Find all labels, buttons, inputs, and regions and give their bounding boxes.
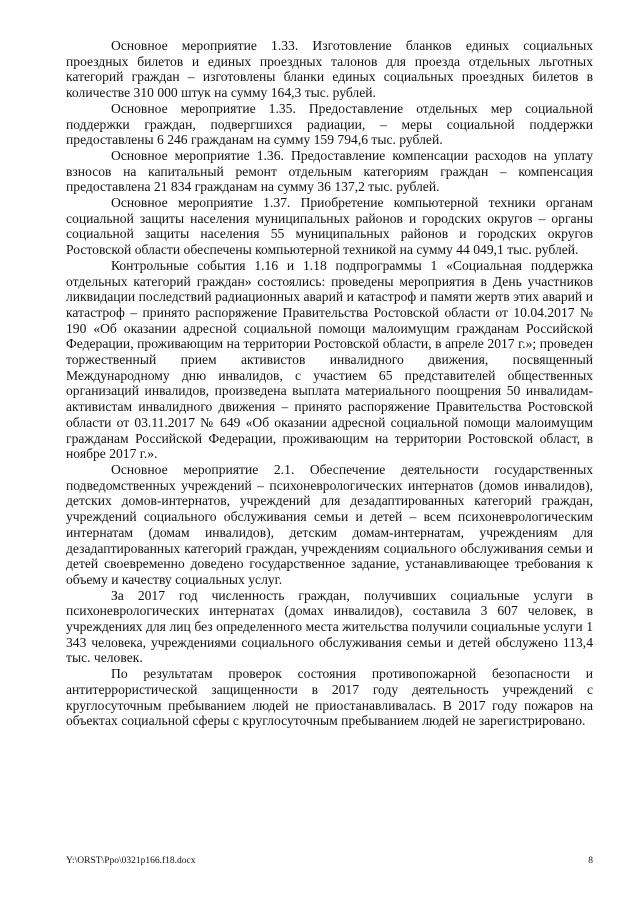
paragraph-measure-1-35: Основное мероприятие 1.35. Предоставление отдельных мер социальной поддержки граждан, подвергшихся радиации, – меры социальной поддержки предоставлены 6 246 гражданам на сумму 159 794,6 тыс. рублей.: [66, 100, 593, 148]
page-number: 8: [588, 856, 593, 866]
paragraph-2017-statistics: За 2017 год численность граждан, получивших социальные услуги в психоневрологических интернатах (домах инвалидов), составила 3 607 человек, в учреждениях для лиц без определенного места жительства получили социальные услуги 1 343 человека, учреждениями социального обслуживания семьи и детей обслужено 113,4 тыс. человек.: [66, 587, 593, 666]
page-footer: [66, 856, 593, 866]
paragraph-measure-1-37: Основное мероприятие 1.37. Приобретение компьютерной техники органам социальной защиты населения муниципальных районов и городских округов – органы социальной защиты населения 55 муниципальных районов и городских округов Ростовской области обеспечены компьютерной техникой на сумму 44 049,1 тыс. рублей.: [66, 195, 593, 258]
footer-file-path: Y:\ORST\Ppo\0321p166.f18.docx: [66, 856, 196, 866]
paragraph-measure-1-33: Основное мероприятие 1.33. Изготовление бланков единых социальных проездных билетов и единых проездных талонов для проезда отдельных льготных категорий граждан – изготовлены бланки единых социальных проездных билетов в количестве 310 000 штук на сумму 164,3 тыс. рублей.: [66, 38, 593, 101]
paragraph-fire-safety: По результатам проверок состояния противопожарной безопасности и антитеррористической защищенности в 2017 году деятельность учреждений с круглосуточным пребыванием людей не приостанавливалась. В 2017 году пожаров на объектах социальной сферы с круглосуточным пребыванием людей не зарегистрировано.: [66, 666, 593, 729]
paragraph-control-events: Контрольные события 1.16 и 1.18 подпрограммы 1 «Социальная поддержка отдельных категорий граждан» состоялись: проведены мероприятия в День участников ликвидации последствий радиационных аварий и катастроф и памяти жертв этих аварий и катастроф – принято распоряжение Правительства Ростовской области от 10.04.2017 № 190 «Об оказании адресной социальной помощи малоимущим гражданам Российской Федерации, проживающим на территории Ростовской области, в апреле 2017 г.»; проведен торжественный прием активистов инвалидного движения, посвященный Международному дню инвалидов, с участием 65 представителей общественных организаций инвалидов, произведена выплата материального поощрения 50 инвалидам-активистам инвалидного движения – принято распоряжение Правительства Ростовской области от 03.11.2017 № 649 «Об оказании адресной социальной помощи малоимущим гражданам Российской Федерации, проживающим на территории Ростовской област, в ноябре 2017 г.».: [66, 257, 593, 462]
document-body: [66, 38, 593, 729]
paragraph-measure-2-1: Основное мероприятие 2.1. Обеспечение деятельности государственных подведомственных учреждений – психоневрологических интернатов (домов инвалидов), детских домов-интернатов, учреждений для дезадаптированных категорий граждан, учреждений социального обслуживания семьи и детей – всем психоневрологическим интернатам (домам инвалидов), детским домам-интернатам, учреждениям для дезадаптированных категорий граждан, учреждениям социального обслуживания семьи и детей своевременно доведено государственное задание, устанавливающее требования к объему и качеству социальных услуг.: [66, 461, 593, 587]
paragraph-measure-1-36: Основное мероприятие 1.36. Предоставление компенсации расходов на уплату взносов на капитальный ремонт отдельным категориям граждан – компенсация предоставлена 21 834 гражданам на сумму 36 137,2 тыс. рублей.: [66, 147, 593, 195]
